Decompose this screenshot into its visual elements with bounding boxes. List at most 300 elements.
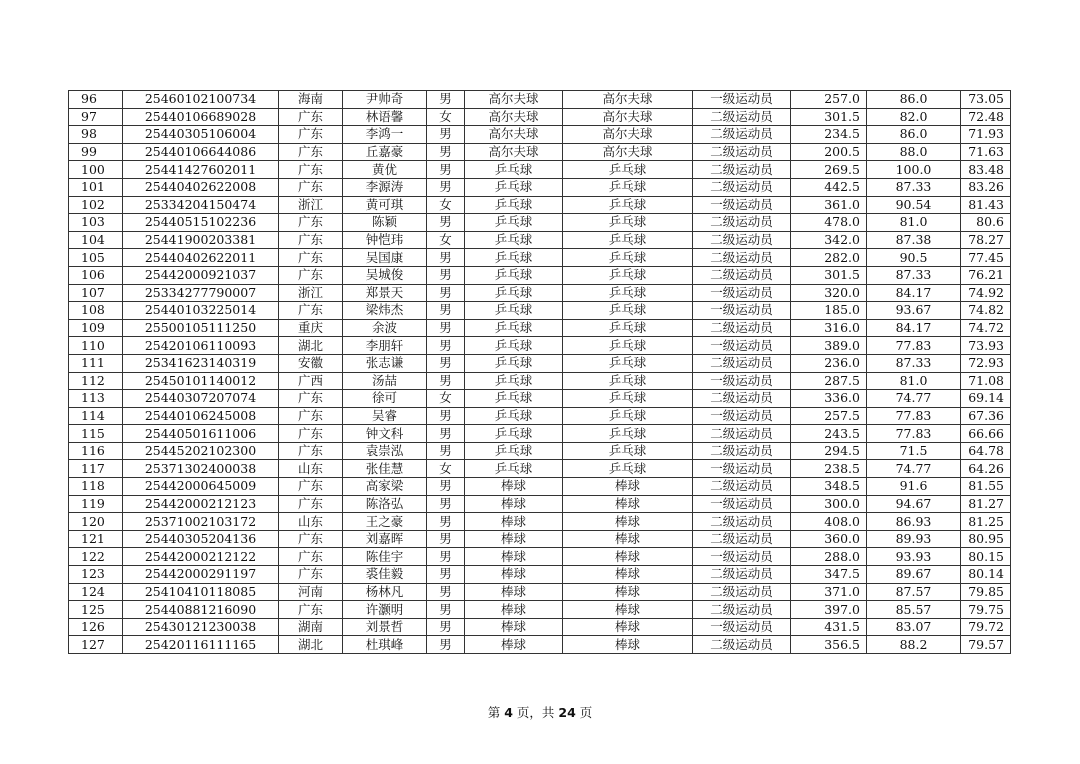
cell-name: 张佳慧 xyxy=(343,460,427,478)
cell-sport: 乒乓球 xyxy=(465,196,563,214)
cell-row-index: 96 xyxy=(69,91,123,109)
cell-province: 湖南 xyxy=(279,618,343,636)
cell-exam-id: 25445202102300 xyxy=(123,442,279,460)
cell-province: 海南 xyxy=(279,91,343,109)
cell-province: 湖北 xyxy=(279,337,343,355)
cell-exam-id: 25440305204136 xyxy=(123,530,279,548)
cell-athlete-level: 二级运动员 xyxy=(693,266,791,284)
cell-gender: 男 xyxy=(427,513,465,531)
cell-row-index: 104 xyxy=(69,231,123,249)
cell-score-b: 84.17 xyxy=(867,284,961,302)
cell-province: 广东 xyxy=(279,161,343,179)
cell-gender: 男 xyxy=(427,566,465,584)
cell-province: 广东 xyxy=(279,390,343,408)
cell-score-a: 288.0 xyxy=(791,548,867,566)
cell-total-score: 83.26 xyxy=(961,178,1011,196)
table-row xyxy=(69,372,1011,390)
cell-event: 乒乓球 xyxy=(563,337,693,355)
cell-event: 乒乓球 xyxy=(563,460,693,478)
cell-score-a: 431.5 xyxy=(791,618,867,636)
cell-province: 广东 xyxy=(279,214,343,232)
cell-row-index: 97 xyxy=(69,108,123,126)
cell-event: 乒乓球 xyxy=(563,196,693,214)
cell-name: 余波 xyxy=(343,319,427,337)
cell-sport: 高尔夫球 xyxy=(465,91,563,109)
cell-total-score: 81.43 xyxy=(961,196,1011,214)
cell-gender: 男 xyxy=(427,372,465,390)
cell-total-score: 80.6 xyxy=(961,214,1011,232)
cell-score-b: 87.33 xyxy=(867,178,961,196)
cell-gender: 女 xyxy=(427,460,465,478)
cell-score-a: 389.0 xyxy=(791,337,867,355)
cell-gender: 女 xyxy=(427,196,465,214)
cell-score-a: 356.5 xyxy=(791,636,867,654)
footer-prefix: 第 xyxy=(487,705,501,720)
cell-gender: 男 xyxy=(427,478,465,496)
cell-score-a: 360.0 xyxy=(791,530,867,548)
cell-sport: 乒乓球 xyxy=(465,161,563,179)
cell-event: 乒乓球 xyxy=(563,284,693,302)
cell-athlete-level: 二级运动员 xyxy=(693,143,791,161)
cell-athlete-level: 二级运动员 xyxy=(693,478,791,496)
cell-score-a: 348.5 xyxy=(791,478,867,496)
cell-gender: 男 xyxy=(427,143,465,161)
table-row xyxy=(69,231,1011,249)
cell-event: 高尔夫球 xyxy=(563,91,693,109)
cell-athlete-level: 二级运动员 xyxy=(693,425,791,443)
table-row xyxy=(69,460,1011,478)
cell-score-a: 257.5 xyxy=(791,407,867,425)
cell-event: 乒乓球 xyxy=(563,249,693,267)
cell-name: 袁崇泓 xyxy=(343,442,427,460)
cell-athlete-level: 二级运动员 xyxy=(693,249,791,267)
cell-score-b: 85.57 xyxy=(867,601,961,619)
cell-gender: 男 xyxy=(427,302,465,320)
cell-exam-id: 25440501611006 xyxy=(123,425,279,443)
cell-gender: 男 xyxy=(427,407,465,425)
cell-event: 乒乓球 xyxy=(563,442,693,460)
cell-province: 广东 xyxy=(279,407,343,425)
cell-province: 浙江 xyxy=(279,284,343,302)
cell-total-score: 71.63 xyxy=(961,143,1011,161)
cell-score-b: 81.0 xyxy=(867,372,961,390)
cell-athlete-level: 二级运动员 xyxy=(693,214,791,232)
cell-name: 郑景天 xyxy=(343,284,427,302)
cell-event: 高尔夫球 xyxy=(563,126,693,144)
cell-event: 棒球 xyxy=(563,548,693,566)
cell-gender: 男 xyxy=(427,249,465,267)
cell-sport: 乒乓球 xyxy=(465,372,563,390)
cell-province: 重庆 xyxy=(279,319,343,337)
cell-sport: 棒球 xyxy=(465,583,563,601)
table-row xyxy=(69,425,1011,443)
cell-event: 乒乓球 xyxy=(563,372,693,390)
cell-score-a: 234.5 xyxy=(791,126,867,144)
cell-score-b: 87.33 xyxy=(867,354,961,372)
cell-event: 棒球 xyxy=(563,495,693,513)
cell-name: 李鸿一 xyxy=(343,126,427,144)
cell-province: 广东 xyxy=(279,143,343,161)
cell-score-a: 361.0 xyxy=(791,196,867,214)
cell-gender: 男 xyxy=(427,337,465,355)
cell-athlete-level: 二级运动员 xyxy=(693,354,791,372)
cell-row-index: 112 xyxy=(69,372,123,390)
cell-event: 乒乓球 xyxy=(563,302,693,320)
table-row xyxy=(69,178,1011,196)
cell-athlete-level: 一级运动员 xyxy=(693,302,791,320)
cell-row-index: 121 xyxy=(69,530,123,548)
cell-total-score: 79.57 xyxy=(961,636,1011,654)
cell-row-index: 98 xyxy=(69,126,123,144)
cell-gender: 女 xyxy=(427,108,465,126)
cell-exam-id: 25500105111250 xyxy=(123,319,279,337)
cell-province: 浙江 xyxy=(279,196,343,214)
table-row xyxy=(69,354,1011,372)
cell-name: 陈洛弘 xyxy=(343,495,427,513)
cell-exam-id: 25460102100734 xyxy=(123,91,279,109)
cell-row-index: 125 xyxy=(69,601,123,619)
table-row xyxy=(69,108,1011,126)
cell-sport: 棒球 xyxy=(465,566,563,584)
table-row xyxy=(69,126,1011,144)
cell-exam-id: 25440515102236 xyxy=(123,214,279,232)
cell-row-index: 114 xyxy=(69,407,123,425)
cell-exam-id: 25420116111165 xyxy=(123,636,279,654)
cell-sport: 乒乓球 xyxy=(465,337,563,355)
cell-province: 安徽 xyxy=(279,354,343,372)
cell-row-index: 105 xyxy=(69,249,123,267)
cell-name: 陈佳宇 xyxy=(343,548,427,566)
cell-sport: 乒乓球 xyxy=(465,442,563,460)
cell-score-a: 442.5 xyxy=(791,178,867,196)
table-body xyxy=(69,91,1011,654)
cell-athlete-level: 一级运动员 xyxy=(693,284,791,302)
cell-row-index: 106 xyxy=(69,266,123,284)
cell-row-index: 116 xyxy=(69,442,123,460)
cell-exam-id: 25371302400038 xyxy=(123,460,279,478)
cell-athlete-level: 一级运动员 xyxy=(693,618,791,636)
cell-exam-id: 25420106110093 xyxy=(123,337,279,355)
cell-score-a: 316.0 xyxy=(791,319,867,337)
cell-total-score: 78.27 xyxy=(961,231,1011,249)
cell-gender: 男 xyxy=(427,636,465,654)
cell-exam-id: 25334204150474 xyxy=(123,196,279,214)
cell-row-index: 120 xyxy=(69,513,123,531)
cell-gender: 男 xyxy=(427,178,465,196)
cell-total-score: 81.27 xyxy=(961,495,1011,513)
cell-score-b: 77.83 xyxy=(867,407,961,425)
cell-score-b: 87.57 xyxy=(867,583,961,601)
cell-sport: 乒乓球 xyxy=(465,407,563,425)
cell-total-score: 80.15 xyxy=(961,548,1011,566)
cell-score-b: 87.38 xyxy=(867,231,961,249)
cell-exam-id: 25440402622008 xyxy=(123,178,279,196)
cell-total-score: 72.48 xyxy=(961,108,1011,126)
cell-sport: 乒乓球 xyxy=(465,266,563,284)
cell-score-a: 200.5 xyxy=(791,143,867,161)
cell-row-index: 117 xyxy=(69,460,123,478)
cell-row-index: 118 xyxy=(69,478,123,496)
cell-score-a: 294.5 xyxy=(791,442,867,460)
table-row xyxy=(69,583,1011,601)
cell-gender: 男 xyxy=(427,91,465,109)
cell-province: 广西 xyxy=(279,372,343,390)
cell-province: 河南 xyxy=(279,583,343,601)
cell-sport: 乒乓球 xyxy=(465,214,563,232)
cell-row-index: 99 xyxy=(69,143,123,161)
cell-athlete-level: 二级运动员 xyxy=(693,178,791,196)
cell-name: 刘嘉晖 xyxy=(343,530,427,548)
cell-name: 钟恺玮 xyxy=(343,231,427,249)
cell-score-b: 86.93 xyxy=(867,513,961,531)
cell-score-b: 91.6 xyxy=(867,478,961,496)
cell-score-b: 83.07 xyxy=(867,618,961,636)
cell-athlete-level: 二级运动员 xyxy=(693,108,791,126)
cell-sport: 棒球 xyxy=(465,513,563,531)
cell-event: 乒乓球 xyxy=(563,266,693,284)
cell-athlete-level: 二级运动员 xyxy=(693,601,791,619)
cell-score-b: 90.5 xyxy=(867,249,961,267)
cell-total-score: 69.14 xyxy=(961,390,1011,408)
cell-exam-id: 25441900203381 xyxy=(123,231,279,249)
cell-score-a: 243.5 xyxy=(791,425,867,443)
table-row xyxy=(69,302,1011,320)
cell-total-score: 74.72 xyxy=(961,319,1011,337)
cell-province: 广东 xyxy=(279,231,343,249)
cell-athlete-level: 二级运动员 xyxy=(693,566,791,584)
cell-name: 吴国康 xyxy=(343,249,427,267)
cell-gender: 男 xyxy=(427,126,465,144)
cell-total-score: 81.25 xyxy=(961,513,1011,531)
cell-name: 吴睿 xyxy=(343,407,427,425)
cell-gender: 男 xyxy=(427,214,465,232)
cell-event: 乒乓球 xyxy=(563,161,693,179)
cell-score-a: 397.0 xyxy=(791,601,867,619)
cell-total-score: 64.26 xyxy=(961,460,1011,478)
cell-event: 棒球 xyxy=(563,583,693,601)
cell-exam-id: 25442000291197 xyxy=(123,566,279,584)
cell-event: 棒球 xyxy=(563,513,693,531)
cell-event: 棒球 xyxy=(563,618,693,636)
cell-sport: 乒乓球 xyxy=(465,231,563,249)
cell-name: 黄可琪 xyxy=(343,196,427,214)
cell-row-index: 122 xyxy=(69,548,123,566)
cell-athlete-level: 一级运动员 xyxy=(693,495,791,513)
cell-score-b: 93.67 xyxy=(867,302,961,320)
cell-score-a: 257.0 xyxy=(791,91,867,109)
cell-sport: 棒球 xyxy=(465,478,563,496)
table-row xyxy=(69,91,1011,109)
cell-province: 广东 xyxy=(279,548,343,566)
cell-province: 湖北 xyxy=(279,636,343,654)
cell-sport: 乒乓球 xyxy=(465,249,563,267)
cell-exam-id: 25440103225014 xyxy=(123,302,279,320)
cell-gender: 男 xyxy=(427,583,465,601)
cell-province: 山东 xyxy=(279,513,343,531)
cell-score-b: 88.0 xyxy=(867,143,961,161)
cell-score-b: 93.93 xyxy=(867,548,961,566)
cell-score-b: 88.2 xyxy=(867,636,961,654)
cell-name: 杨林凡 xyxy=(343,583,427,601)
cell-gender: 男 xyxy=(427,354,465,372)
cell-event: 棒球 xyxy=(563,601,693,619)
cell-row-index: 110 xyxy=(69,337,123,355)
cell-name: 杜琪峰 xyxy=(343,636,427,654)
cell-row-index: 115 xyxy=(69,425,123,443)
cell-score-b: 77.83 xyxy=(867,425,961,443)
cell-exam-id: 25440106644086 xyxy=(123,143,279,161)
cell-gender: 男 xyxy=(427,442,465,460)
table-row xyxy=(69,196,1011,214)
cell-athlete-level: 二级运动员 xyxy=(693,231,791,249)
cell-sport: 乒乓球 xyxy=(465,460,563,478)
cell-total-score: 77.45 xyxy=(961,249,1011,267)
cell-exam-id: 25440307207074 xyxy=(123,390,279,408)
cell-athlete-level: 一级运动员 xyxy=(693,548,791,566)
cell-name: 钟文科 xyxy=(343,425,427,443)
cell-athlete-level: 二级运动员 xyxy=(693,126,791,144)
cell-exam-id: 25442000645009 xyxy=(123,478,279,496)
cell-event: 乒乓球 xyxy=(563,214,693,232)
cell-sport: 乒乓球 xyxy=(465,390,563,408)
cell-athlete-level: 二级运动员 xyxy=(693,161,791,179)
table-row xyxy=(69,249,1011,267)
page-footer xyxy=(0,703,1080,721)
table-row xyxy=(69,266,1011,284)
cell-exam-id: 25442000212122 xyxy=(123,548,279,566)
cell-province: 广东 xyxy=(279,425,343,443)
cell-exam-id: 25442000921037 xyxy=(123,266,279,284)
cell-score-b: 100.0 xyxy=(867,161,961,179)
cell-total-score: 81.55 xyxy=(961,478,1011,496)
cell-event: 乒乓球 xyxy=(563,231,693,249)
cell-name: 刘景哲 xyxy=(343,618,427,636)
cell-sport: 棒球 xyxy=(465,618,563,636)
cell-event: 棒球 xyxy=(563,530,693,548)
cell-total-score: 74.82 xyxy=(961,302,1011,320)
cell-score-a: 300.0 xyxy=(791,495,867,513)
cell-name: 李朋轩 xyxy=(343,337,427,355)
cell-score-a: 301.5 xyxy=(791,266,867,284)
cell-gender: 男 xyxy=(427,161,465,179)
cell-name: 吴城俊 xyxy=(343,266,427,284)
cell-athlete-level: 二级运动员 xyxy=(693,390,791,408)
footer-middle: 页，共 xyxy=(516,705,555,720)
cell-province: 广东 xyxy=(279,108,343,126)
cell-sport: 棒球 xyxy=(465,495,563,513)
cell-sport: 棒球 xyxy=(465,548,563,566)
cell-province: 广东 xyxy=(279,478,343,496)
table-row xyxy=(69,513,1011,531)
table-row xyxy=(69,442,1011,460)
cell-province: 广东 xyxy=(279,495,343,513)
cell-name: 丘嘉豪 xyxy=(343,143,427,161)
cell-row-index: 119 xyxy=(69,495,123,513)
cell-gender: 男 xyxy=(427,284,465,302)
cell-gender: 男 xyxy=(427,601,465,619)
table-row xyxy=(69,407,1011,425)
cell-score-a: 342.0 xyxy=(791,231,867,249)
cell-name: 尹帅奇 xyxy=(343,91,427,109)
cell-province: 广东 xyxy=(279,266,343,284)
cell-gender: 男 xyxy=(427,495,465,513)
cell-score-a: 287.5 xyxy=(791,372,867,390)
table-row xyxy=(69,390,1011,408)
cell-row-index: 108 xyxy=(69,302,123,320)
cell-athlete-level: 一级运动员 xyxy=(693,91,791,109)
footer-suffix: 页 xyxy=(579,705,593,720)
cell-row-index: 123 xyxy=(69,566,123,584)
cell-score-a: 269.5 xyxy=(791,161,867,179)
cell-province: 广东 xyxy=(279,530,343,548)
cell-athlete-level: 二级运动员 xyxy=(693,442,791,460)
cell-sport: 乒乓球 xyxy=(465,284,563,302)
cell-event: 乒乓球 xyxy=(563,319,693,337)
cell-gender: 男 xyxy=(427,319,465,337)
cell-row-index: 100 xyxy=(69,161,123,179)
cell-total-score: 72.93 xyxy=(961,354,1011,372)
cell-total-score: 80.95 xyxy=(961,530,1011,548)
cell-athlete-level: 二级运动员 xyxy=(693,319,791,337)
cell-score-b: 86.0 xyxy=(867,126,961,144)
cell-score-b: 74.77 xyxy=(867,390,961,408)
cell-exam-id: 25440106689028 xyxy=(123,108,279,126)
table-row xyxy=(69,337,1011,355)
cell-total-score: 80.14 xyxy=(961,566,1011,584)
cell-gender: 男 xyxy=(427,618,465,636)
cell-row-index: 111 xyxy=(69,354,123,372)
score-table xyxy=(68,90,1011,654)
cell-total-score: 67.36 xyxy=(961,407,1011,425)
cell-event: 高尔夫球 xyxy=(563,143,693,161)
cell-name: 梁炜杰 xyxy=(343,302,427,320)
cell-exam-id: 25410410118085 xyxy=(123,583,279,601)
cell-sport: 乒乓球 xyxy=(465,302,563,320)
cell-name: 汤喆 xyxy=(343,372,427,390)
cell-score-b: 74.77 xyxy=(867,460,961,478)
cell-sport: 高尔夫球 xyxy=(465,108,563,126)
cell-name: 张志谦 xyxy=(343,354,427,372)
cell-score-a: 371.0 xyxy=(791,583,867,601)
cell-exam-id: 25371002103172 xyxy=(123,513,279,531)
cell-score-b: 81.0 xyxy=(867,214,961,232)
cell-score-b: 90.54 xyxy=(867,196,961,214)
cell-score-a: 347.5 xyxy=(791,566,867,584)
table-row xyxy=(69,530,1011,548)
cell-row-index: 124 xyxy=(69,583,123,601)
cell-province: 广东 xyxy=(279,601,343,619)
cell-athlete-level: 二级运动员 xyxy=(693,530,791,548)
cell-athlete-level: 一级运动员 xyxy=(693,372,791,390)
cell-province: 广东 xyxy=(279,126,343,144)
cell-province: 广东 xyxy=(279,566,343,584)
cell-score-a: 236.0 xyxy=(791,354,867,372)
cell-event: 棒球 xyxy=(563,636,693,654)
cell-score-a: 301.5 xyxy=(791,108,867,126)
table-row xyxy=(69,636,1011,654)
cell-total-score: 83.48 xyxy=(961,161,1011,179)
cell-gender: 男 xyxy=(427,548,465,566)
cell-sport: 棒球 xyxy=(465,601,563,619)
cell-row-index: 109 xyxy=(69,319,123,337)
cell-total-score: 73.05 xyxy=(961,91,1011,109)
table-row xyxy=(69,548,1011,566)
cell-name: 王之豪 xyxy=(343,513,427,531)
cell-name: 徐可 xyxy=(343,390,427,408)
cell-event: 乒乓球 xyxy=(563,425,693,443)
cell-total-score: 79.72 xyxy=(961,618,1011,636)
cell-score-b: 89.93 xyxy=(867,530,961,548)
